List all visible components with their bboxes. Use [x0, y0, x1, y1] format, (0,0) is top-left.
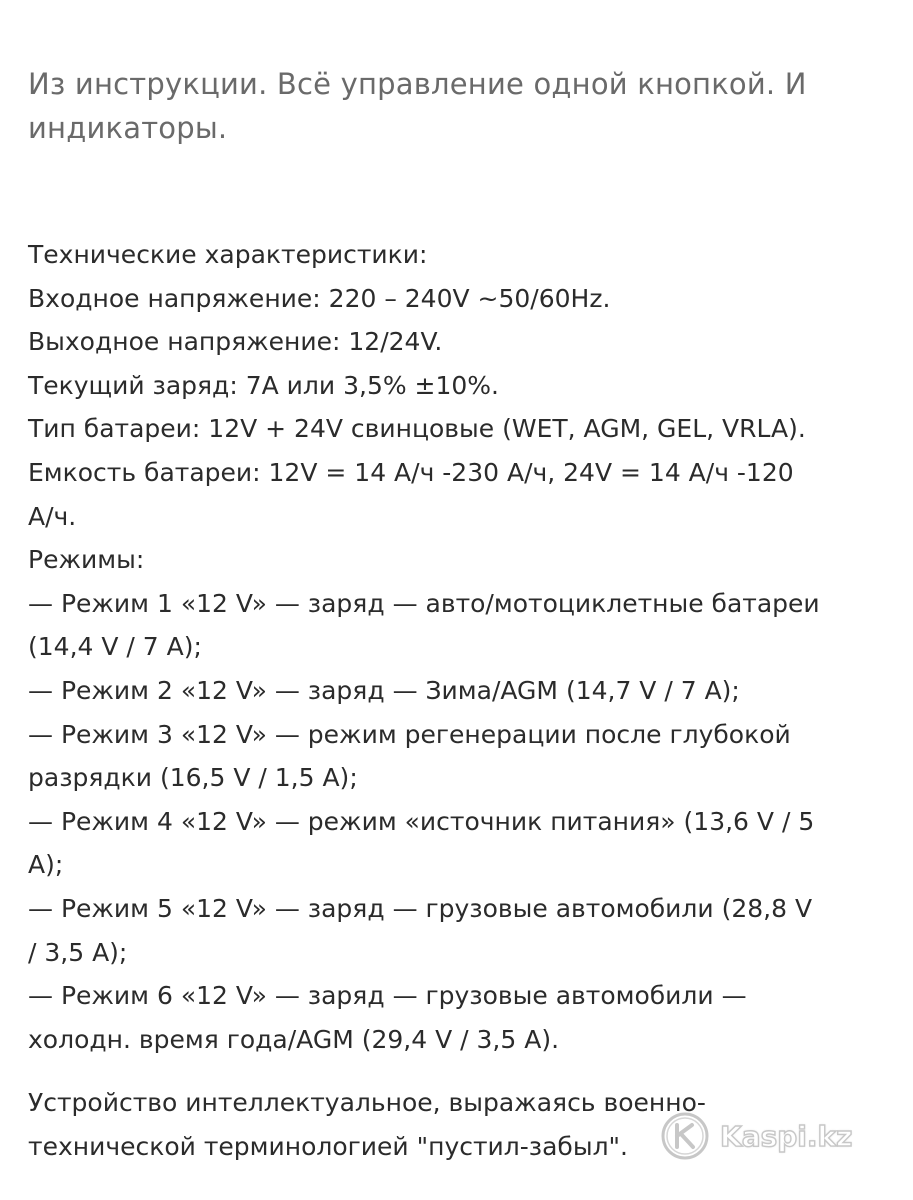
mode-6-cont: холодн. время года/AGM (29,4 V / 3,5 A). — [28, 1024, 560, 1054]
mode-1: — Режим 1 «12 V» — заряд — авто/мотоциклетные батареи — [28, 588, 820, 618]
spec-battery-type: Тип батареи: 12V + 24V свинцовые (WET, AGM, GEL, VRLA). — [28, 414, 806, 444]
intro-paragraph — [28, 62, 888, 150]
mode-4-cont: A); — [28, 850, 64, 880]
watermark-text: Kaspi.kz — [720, 1119, 853, 1153]
mode-5: — Режим 5 «12 V» — заряд — грузовые автомобили (28,8 V — [28, 893, 813, 923]
intro-line: Из инструкции. Всё управление одной кнопкой. И — [28, 67, 807, 101]
outro-line: Устройство интеллектуальное, выражаясь военно- — [28, 1088, 706, 1117]
mode-3: — Режим 3 «12 V» — режим регенерации после глубокой — [28, 719, 791, 749]
kaspi-watermark — [660, 1110, 852, 1162]
spec-battery-capacity-cont: А/ч. — [28, 501, 77, 531]
mode-1-cont: (14,4 V / 7 A); — [28, 632, 202, 662]
outro-line: технической терминологией "пустил-забыл". — [28, 1131, 628, 1161]
modes-heading: Режимы: — [28, 545, 145, 575]
spec-output-voltage: Выходное напряжение: 12/24V. — [28, 327, 443, 357]
mode-4: — Режим 4 «12 V» — режим «источник питания» (13,6 V / 5 — [28, 806, 815, 836]
mode-6: — Режим 6 «12 V» — заряд — грузовые автомобили — — [28, 981, 747, 1011]
spec-charge-current: Текущий заряд: 7А или 3,5% ±10%. — [28, 370, 500, 400]
mode-3-cont: разрядки (16,5 V / 1,5 A); — [28, 763, 358, 793]
mode-5-cont: / 3,5 A); — [28, 937, 128, 967]
mode-2: — Режим 2 «12 V» — заряд — Зима/AGM (14,7 V / 7 A); — [28, 675, 740, 705]
specifications-block — [28, 233, 898, 1061]
specs-heading: Технические характеристики: — [28, 240, 428, 269]
spec-input-voltage: Входное напряжение: 220 – 240V ~50/60Hz. — [28, 283, 611, 313]
spec-battery-capacity: Емкость батареи: 12V = 14 А/ч -230 А/ч, 24V = 14 А/ч -120 — [28, 457, 794, 487]
kaspi-logo-icon — [660, 1111, 710, 1161]
intro-line: индикаторы. — [28, 111, 228, 145]
